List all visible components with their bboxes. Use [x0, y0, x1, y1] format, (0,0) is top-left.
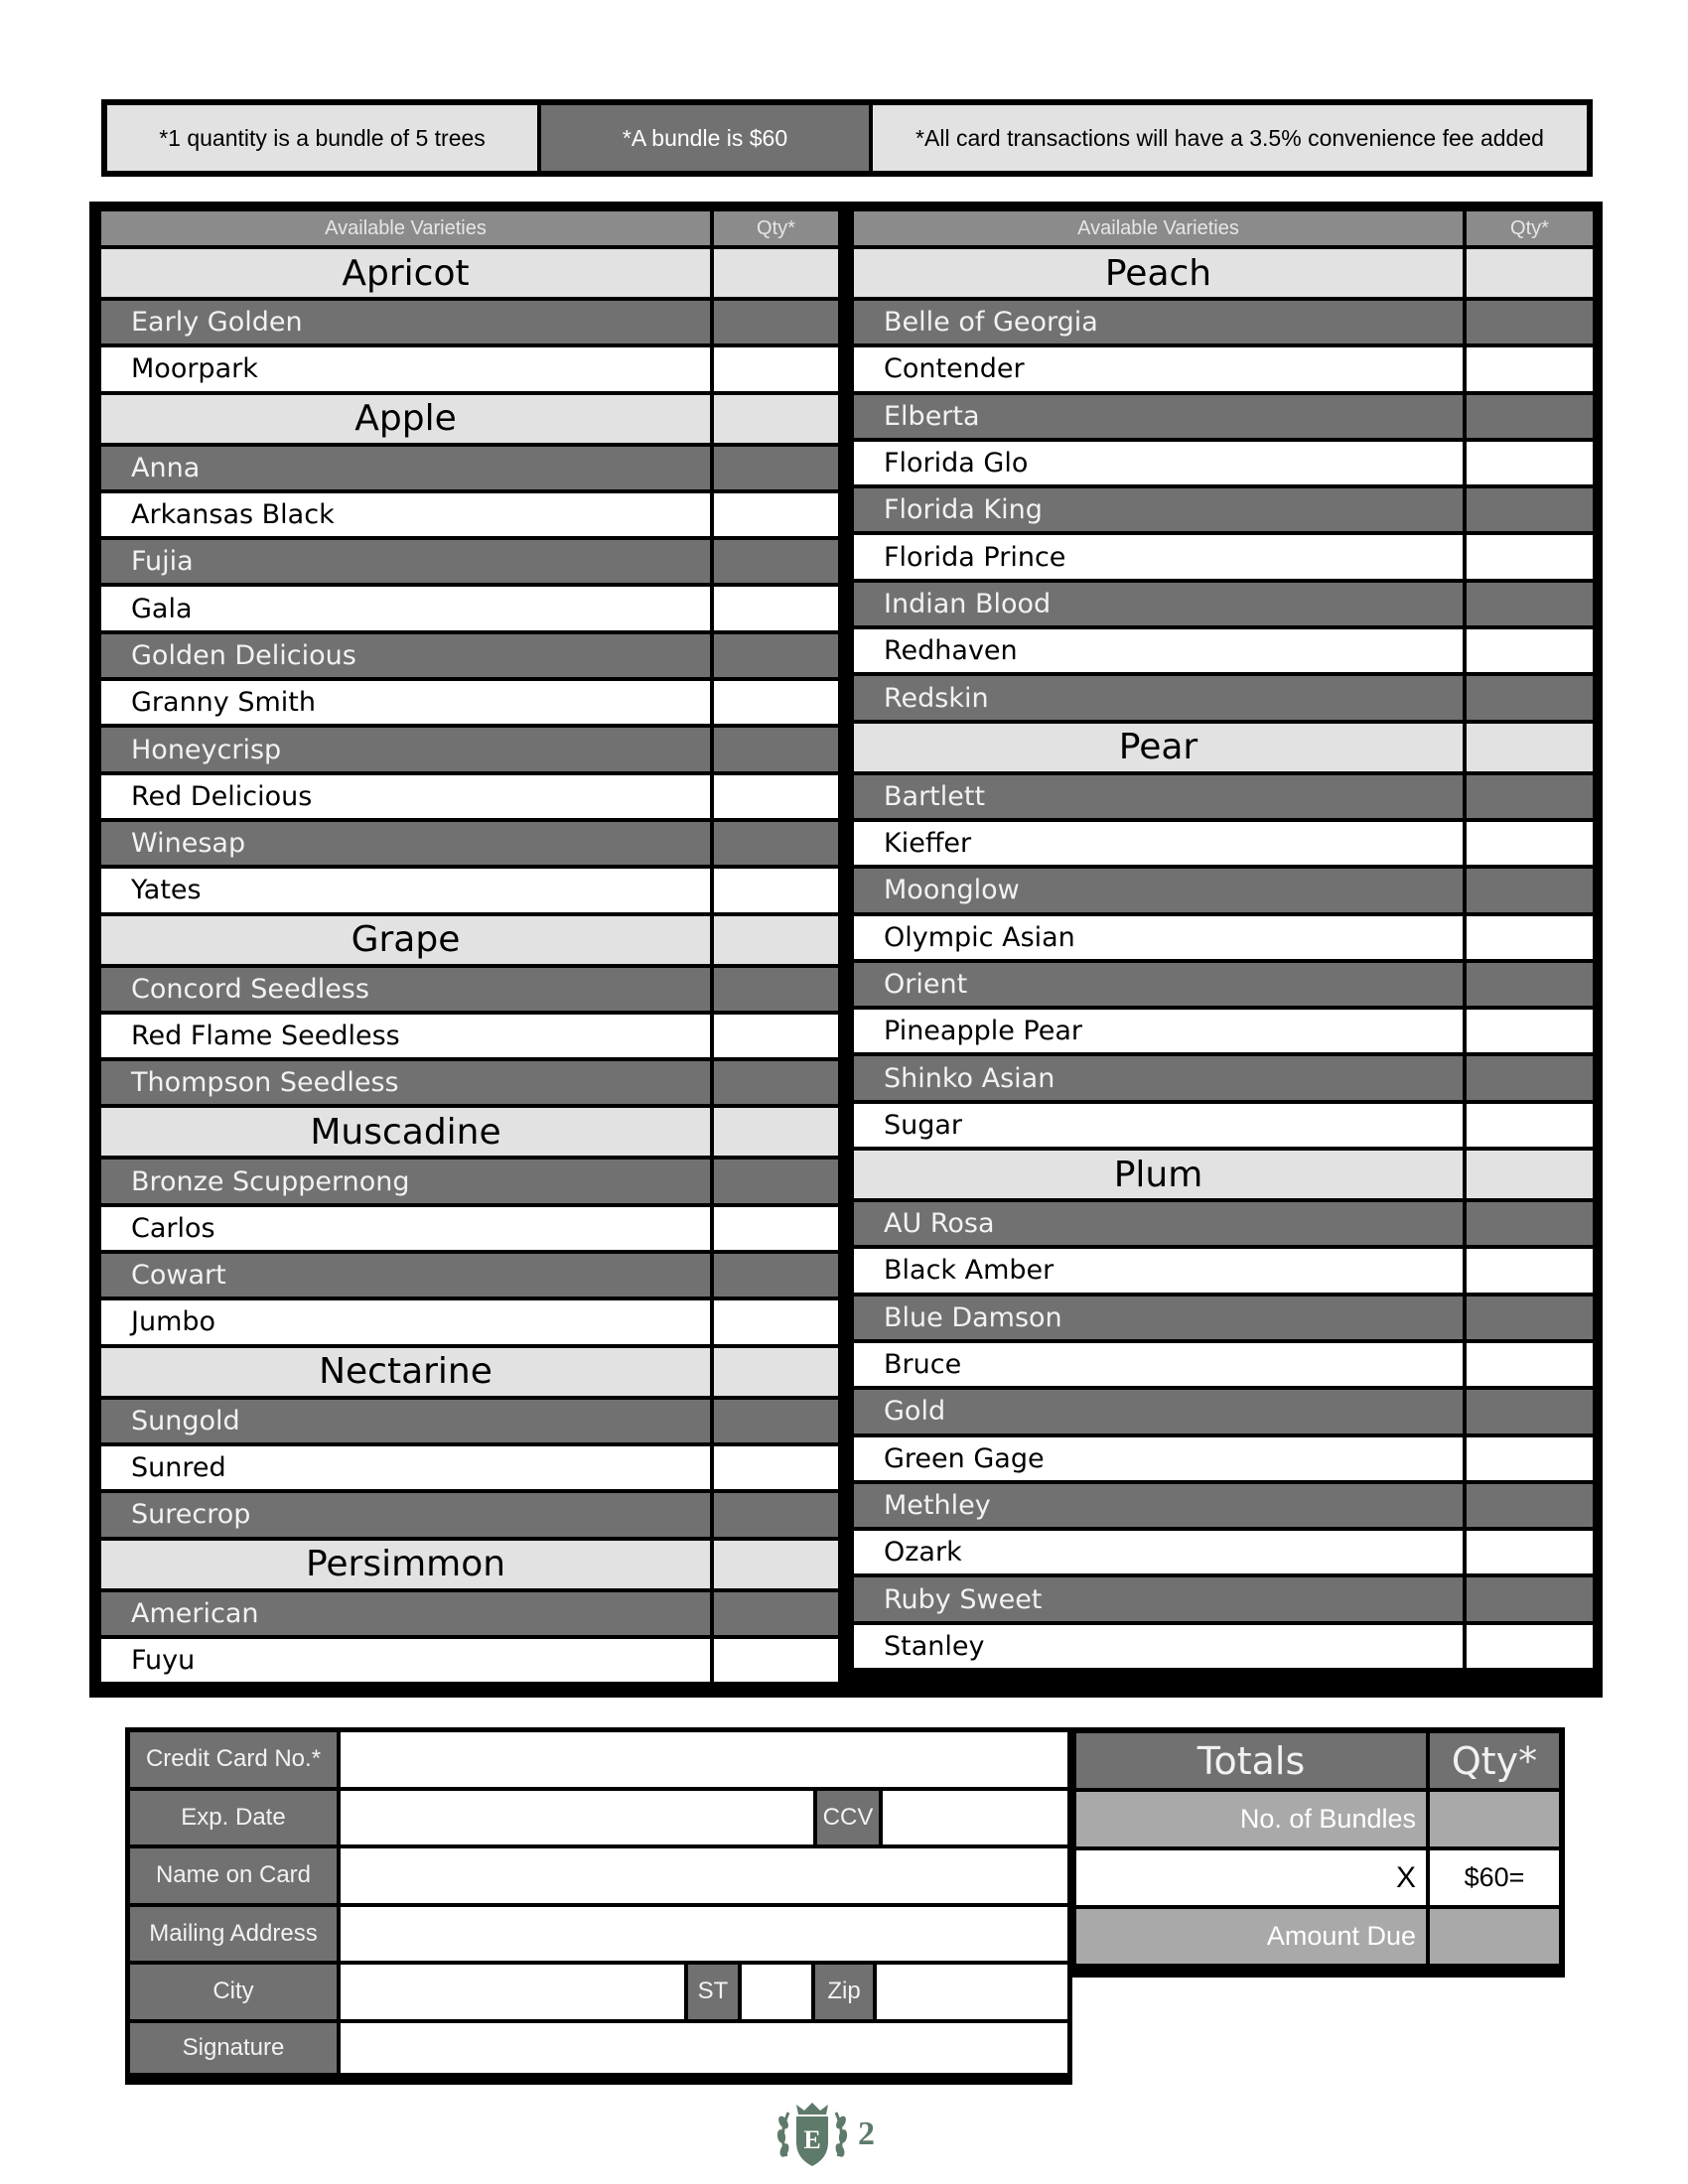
variety-qty-field[interactable] — [714, 1015, 838, 1057]
variety-name: Surecrop — [101, 1493, 714, 1536]
signature-label: Signature — [130, 2023, 337, 2073]
variety-row — [101, 1254, 838, 1300]
category-row — [101, 916, 838, 968]
page-footer — [774, 2097, 875, 2172]
variety-name: Sungold — [101, 1400, 714, 1442]
credit-card-row — [130, 1732, 1067, 1787]
variety-qty-field[interactable] — [714, 869, 838, 911]
payment-form — [125, 1727, 1072, 2085]
variety-qty-field[interactable] — [714, 1400, 838, 1442]
variety-qty-field[interactable] — [1467, 1249, 1593, 1292]
variety-row — [101, 869, 838, 915]
variety-qty-field[interactable] — [1467, 1202, 1593, 1245]
variety-qty-field[interactable] — [714, 1300, 838, 1343]
variety-qty-field[interactable] — [1467, 1577, 1593, 1620]
totals-header-row — [1076, 1733, 1559, 1788]
variety-name: Indian Blood — [854, 583, 1467, 625]
variety-qty-field[interactable] — [714, 1061, 838, 1104]
crest-letter: E — [803, 2125, 821, 2154]
variety-qty-field[interactable] — [1467, 1390, 1593, 1433]
variety-row — [854, 1531, 1593, 1577]
variety-name: Fuyu — [101, 1639, 714, 1682]
variety-name: Ozark — [854, 1531, 1467, 1573]
variety-name: Red Flame Seedless — [101, 1015, 714, 1057]
variety-name: Jumbo — [101, 1300, 714, 1343]
variety-qty-field[interactable] — [714, 301, 838, 343]
variety-qty-field[interactable] — [714, 1446, 838, 1489]
variety-name: Bartlett — [854, 775, 1467, 818]
city-label: City — [130, 1965, 337, 2019]
amount-due-row — [1076, 1909, 1559, 1964]
variety-row — [854, 347, 1593, 394]
price-row — [1076, 1850, 1559, 1905]
variety-name: Moonglow — [854, 869, 1467, 911]
variety-qty-field[interactable] — [1467, 442, 1593, 484]
variety-qty-field[interactable] — [1467, 395, 1593, 438]
category-row — [854, 724, 1593, 775]
variety-qty-field[interactable] — [714, 1160, 838, 1202]
category-qty-cell — [714, 916, 838, 964]
credit-card-label: Credit Card No.* — [130, 1732, 337, 1787]
left-varieties-column — [101, 211, 838, 1686]
variety-row — [854, 488, 1593, 535]
variety-qty-field[interactable] — [1467, 1056, 1593, 1099]
variety-row — [854, 775, 1593, 822]
ccv-label: CCV — [817, 1791, 879, 1845]
city-field[interactable] — [341, 1965, 684, 2019]
amount-due-label: Amount Due — [1076, 1909, 1426, 1964]
variety-row — [854, 916, 1593, 963]
variety-row — [101, 1592, 838, 1639]
totals-qty-header: Qty* — [1430, 1733, 1559, 1788]
page-number: 2 — [858, 2116, 875, 2152]
variety-qty-field[interactable] — [714, 775, 838, 818]
variety-qty-field[interactable] — [1467, 1010, 1593, 1052]
variety-name: Carlos — [101, 1207, 714, 1250]
variety-qty-field[interactable] — [1467, 916, 1593, 959]
variety-row — [854, 395, 1593, 442]
variety-name: Green Gage — [854, 1437, 1467, 1480]
variety-row — [854, 583, 1593, 629]
qty-header: Qty* — [714, 211, 838, 245]
variety-name: AU Rosa — [854, 1202, 1467, 1245]
variety-row — [854, 442, 1593, 488]
variety-name: Orient — [854, 963, 1467, 1006]
variety-name: Sugar — [854, 1104, 1467, 1147]
variety-name: Red Delicious — [101, 775, 714, 818]
category-title: Peach — [854, 249, 1467, 297]
variety-qty-field[interactable] — [714, 1254, 838, 1297]
variety-row — [101, 447, 838, 493]
column-header-row — [101, 211, 838, 249]
variety-name: Thompson Seedless — [101, 1061, 714, 1104]
variety-name: Bronze Scuppernong — [101, 1160, 714, 1202]
variety-row — [854, 1297, 1593, 1343]
variety-qty-field[interactable] — [714, 1592, 838, 1635]
category-title: Persimmon — [101, 1541, 714, 1588]
category-qty-cell — [714, 1108, 838, 1156]
variety-qty-field[interactable] — [714, 1493, 838, 1536]
state-label: ST — [688, 1965, 738, 2019]
bundles-label: No. of Bundles — [1076, 1792, 1426, 1846]
variety-row — [854, 1625, 1593, 1672]
variety-row — [854, 301, 1593, 347]
variety-row — [854, 1249, 1593, 1296]
variety-name: Redhaven — [854, 629, 1467, 672]
variety-name: Moorpark — [101, 347, 714, 390]
variety-qty-field[interactable] — [714, 1639, 838, 1682]
category-title: Muscadine — [101, 1108, 714, 1156]
variety-row — [854, 1437, 1593, 1484]
variety-qty-field[interactable] — [1467, 775, 1593, 818]
variety-row — [101, 1446, 838, 1493]
notice-bar — [101, 99, 1593, 177]
variety-row — [101, 587, 838, 633]
variety-qty-field[interactable] — [714, 968, 838, 1011]
variety-row — [101, 1015, 838, 1061]
category-row — [101, 249, 838, 301]
category-qty-cell — [714, 249, 838, 297]
variety-qty-field[interactable] — [714, 634, 838, 677]
category-row — [101, 1348, 838, 1400]
variety-row — [854, 1010, 1593, 1056]
variety-row — [854, 535, 1593, 582]
variety-name: Winesap — [101, 822, 714, 865]
category-title: Grape — [101, 916, 714, 964]
variety-row — [101, 775, 838, 822]
category-row — [101, 1108, 838, 1160]
variety-name: Belle of Georgia — [854, 301, 1467, 343]
variety-qty-field[interactable] — [1467, 1625, 1593, 1668]
variety-name: Redskin — [854, 676, 1467, 719]
variety-name: Concord Seedless — [101, 968, 714, 1011]
ccv-field[interactable] — [883, 1791, 1067, 1845]
varieties-header: Available Varieties — [854, 211, 1467, 245]
variety-row — [101, 822, 838, 869]
variety-name: Yates — [101, 869, 714, 911]
variety-name: Arkansas Black — [101, 493, 714, 536]
mailing-address-field[interactable] — [341, 1907, 1067, 1962]
variety-name: Kieffer — [854, 822, 1467, 865]
variety-name: Sunred — [101, 1446, 714, 1489]
variety-row — [101, 1493, 838, 1540]
variety-row — [101, 301, 838, 347]
variety-qty-field[interactable] — [1467, 347, 1593, 390]
variety-name: Golden Delicious — [101, 634, 714, 677]
exp-date-label: Exp. Date — [130, 1791, 337, 1845]
signature-row — [130, 2023, 1067, 2073]
credit-card-field[interactable] — [341, 1732, 1067, 1787]
category-row — [854, 1151, 1593, 1202]
variety-qty-field[interactable] — [1467, 629, 1593, 672]
variety-name: Honeycrisp — [101, 728, 714, 770]
column-header-row — [854, 211, 1593, 249]
bundles-field[interactable] — [1430, 1792, 1559, 1846]
name-on-card-label: Name on Card — [130, 1848, 337, 1903]
category-title: Apricot — [101, 249, 714, 297]
variety-row — [854, 822, 1593, 869]
zip-label: Zip — [815, 1965, 873, 2019]
variety-name: Florida Glo — [854, 442, 1467, 484]
variety-name: Stanley — [854, 1625, 1467, 1668]
variety-row — [101, 1207, 838, 1254]
variety-name: Bruce — [854, 1343, 1467, 1386]
category-qty-cell — [714, 395, 838, 443]
name-on-card-row — [130, 1848, 1067, 1903]
variety-row — [101, 540, 838, 587]
variety-row — [854, 963, 1593, 1010]
variety-row — [854, 629, 1593, 676]
variety-qty-field[interactable] — [1467, 822, 1593, 865]
variety-name: Gold — [854, 1390, 1467, 1433]
crest-logo-icon — [774, 2097, 850, 2172]
signature-field[interactable] — [341, 2023, 1067, 2073]
category-row — [854, 249, 1593, 301]
variety-qty-field[interactable] — [714, 493, 838, 536]
city-row — [130, 1965, 1067, 2019]
bundle-quantity-note: *1 quantity is a bundle of 5 trees — [107, 105, 541, 171]
variety-qty-field[interactable] — [714, 1207, 838, 1250]
variety-qty-field[interactable] — [1467, 488, 1593, 531]
mailing-address-row — [130, 1907, 1067, 1962]
variety-name: Cowart — [101, 1254, 714, 1297]
variety-row — [101, 634, 838, 681]
category-qty-cell — [1467, 1151, 1593, 1198]
variety-row — [854, 1056, 1593, 1103]
variety-row — [101, 1400, 838, 1446]
variety-name: Contender — [854, 347, 1467, 390]
amount-due-field[interactable] — [1430, 1909, 1559, 1964]
bundle-price-value: $60= — [1430, 1850, 1559, 1905]
variety-name: Pineapple Pear — [854, 1010, 1467, 1052]
variety-name: Early Golden — [101, 301, 714, 343]
category-qty-cell — [714, 1541, 838, 1588]
variety-row — [854, 1202, 1593, 1249]
variety-row — [854, 1343, 1593, 1390]
qty-header: Qty* — [1467, 211, 1593, 245]
variety-row — [101, 968, 838, 1015]
variety-row — [101, 681, 838, 728]
variety-qty-field[interactable] — [1467, 301, 1593, 343]
variety-qty-field[interactable] — [1467, 1343, 1593, 1386]
zip-field[interactable] — [877, 1965, 1067, 2019]
category-title: Nectarine — [101, 1348, 714, 1396]
variety-name: Methley — [854, 1484, 1467, 1527]
variety-name: Anna — [101, 447, 714, 489]
name-on-card-field[interactable] — [341, 1848, 1067, 1903]
variety-qty-field[interactable] — [714, 587, 838, 629]
variety-name: Florida King — [854, 488, 1467, 531]
bundle-price-note: *A bundle is $60 — [541, 105, 873, 171]
variety-qty-field[interactable] — [1467, 1297, 1593, 1339]
mailing-address-label: Mailing Address — [130, 1907, 337, 1962]
category-title: Plum — [854, 1151, 1467, 1198]
category-qty-cell — [1467, 249, 1593, 297]
variety-name: Elberta — [854, 395, 1467, 438]
variety-name: Gala — [101, 587, 714, 629]
variety-qty-field[interactable] — [1467, 963, 1593, 1006]
variety-qty-field[interactable] — [1467, 1531, 1593, 1573]
variety-row — [854, 1484, 1593, 1531]
variety-name: Florida Prince — [854, 535, 1467, 578]
category-qty-cell — [1467, 724, 1593, 771]
variety-qty-field[interactable] — [714, 347, 838, 390]
category-qty-cell — [714, 1348, 838, 1396]
variety-qty-field[interactable] — [1467, 583, 1593, 625]
variety-name: Olympic Asian — [854, 916, 1467, 959]
variety-qty-field[interactable] — [1467, 1104, 1593, 1147]
bundles-row — [1076, 1792, 1559, 1846]
variety-qty-field[interactable] — [714, 447, 838, 489]
variety-row — [101, 728, 838, 774]
variety-name: Black Amber — [854, 1249, 1467, 1292]
variety-row — [854, 1577, 1593, 1624]
variety-row — [101, 1300, 838, 1347]
variety-row — [101, 1639, 838, 1686]
exp-date-field[interactable] — [341, 1791, 813, 1845]
variety-qty-field[interactable] — [1467, 676, 1593, 719]
variety-qty-field[interactable] — [714, 681, 838, 724]
variety-row — [854, 676, 1593, 723]
variety-name: Fujia — [101, 540, 714, 583]
variety-row — [101, 347, 838, 394]
variety-row — [101, 1061, 838, 1108]
variety-name: Granny Smith — [101, 681, 714, 724]
card-fee-note: *All card transactions will have a 3.5% convenience fee added — [915, 124, 1544, 151]
variety-qty-field[interactable] — [1467, 1437, 1593, 1480]
variety-name: American — [101, 1592, 714, 1635]
variety-name: Ruby Sweet — [854, 1577, 1467, 1620]
variety-row — [854, 1390, 1593, 1436]
category-row — [101, 395, 838, 447]
varieties-header: Available Varieties — [101, 211, 714, 245]
category-title: Pear — [854, 724, 1467, 771]
variety-qty-field[interactable] — [714, 540, 838, 583]
variety-row — [101, 493, 838, 540]
variety-qty-field[interactable] — [1467, 1484, 1593, 1527]
variety-name: Shinko Asian — [854, 1056, 1467, 1099]
variety-qty-field[interactable] — [714, 822, 838, 865]
variety-row — [101, 1160, 838, 1206]
variety-row — [854, 1104, 1593, 1151]
state-field[interactable] — [742, 1965, 811, 2019]
totals-box — [1070, 1727, 1565, 1978]
right-varieties-column — [854, 211, 1593, 1672]
variety-row — [854, 869, 1593, 915]
order-table — [89, 202, 1603, 1698]
exp-date-row — [130, 1791, 1067, 1845]
totals-title: Totals — [1076, 1733, 1426, 1788]
variety-qty-field[interactable] — [714, 728, 838, 770]
multiply-label: X — [1076, 1850, 1426, 1905]
variety-qty-field[interactable] — [1467, 869, 1593, 911]
category-row — [101, 1541, 838, 1592]
variety-name: Blue Damson — [854, 1297, 1467, 1339]
variety-qty-field[interactable] — [1467, 535, 1593, 578]
category-title: Apple — [101, 395, 714, 443]
